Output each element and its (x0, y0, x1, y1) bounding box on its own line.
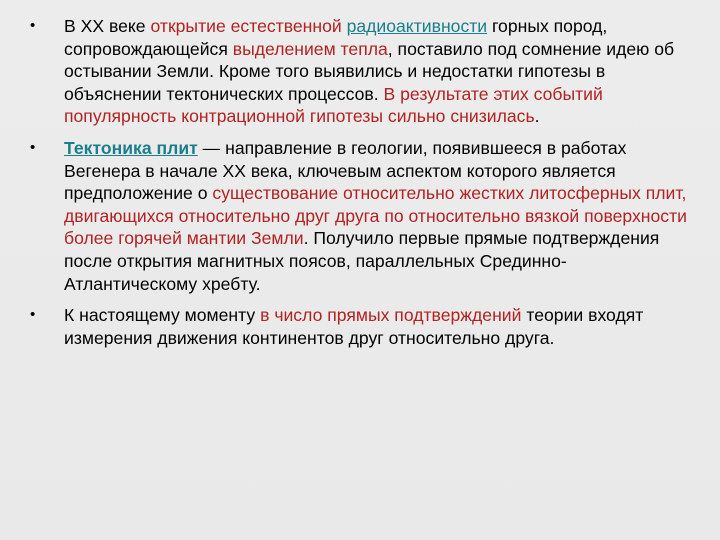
bullet-text: горных пород, сопровождающейся (64, 16, 608, 59)
bullet-text: . Получило первые прямые подтверждения после открытия магнитных поясов, параллельных Срединно-Атлантическому хребту. (64, 228, 660, 294)
bullet-dot-icon: • (30, 138, 36, 156)
plate-tectonics-link[interactable]: Тектоника плит (64, 137, 198, 158)
bullet-text: К настоящему моменту (64, 305, 261, 326)
bullet-list (26, 15, 698, 358)
highlight-text: В результате этих событий популярность контрационной гипотезы сильно снизилась (64, 83, 603, 127)
bullet-text: — направление в геологии, появившееся в работах Вегенера в начале XX века, ключевым аспектом которого является предположение о (64, 137, 627, 204)
bullet-text: теории входят измерения движения континентов друг относительно друга. (64, 305, 644, 348)
radioactivity-link[interactable]: радиоактивности (346, 16, 488, 36)
highlight-text: существование относительно жестких литосферных плит, двигающихся относительно друг друга по относительно вязкой поверхности более горячей мантии Земли (64, 183, 687, 249)
highlight-text: выделением тепла (232, 38, 388, 59)
highlight-text: открытие естественной (150, 16, 347, 36)
bullet-text: В XX веке (64, 16, 151, 36)
bullet-text: . (534, 106, 540, 127)
bullet-text: , поставило под сомнение идею об остывании Земли. Кроме того выявились и недостатки гипотезы в объяснении тектонических процессов. (64, 38, 675, 104)
bullet-dot-icon: • (30, 306, 36, 324)
bullet-direct-evidence (26, 304, 698, 349)
highlight-text: в число прямых подтверждений (260, 305, 522, 326)
bullet-dot-icon: • (30, 17, 36, 34)
bullet-plate-tectonics (26, 137, 698, 295)
bullet-radioactivity (26, 15, 698, 128)
